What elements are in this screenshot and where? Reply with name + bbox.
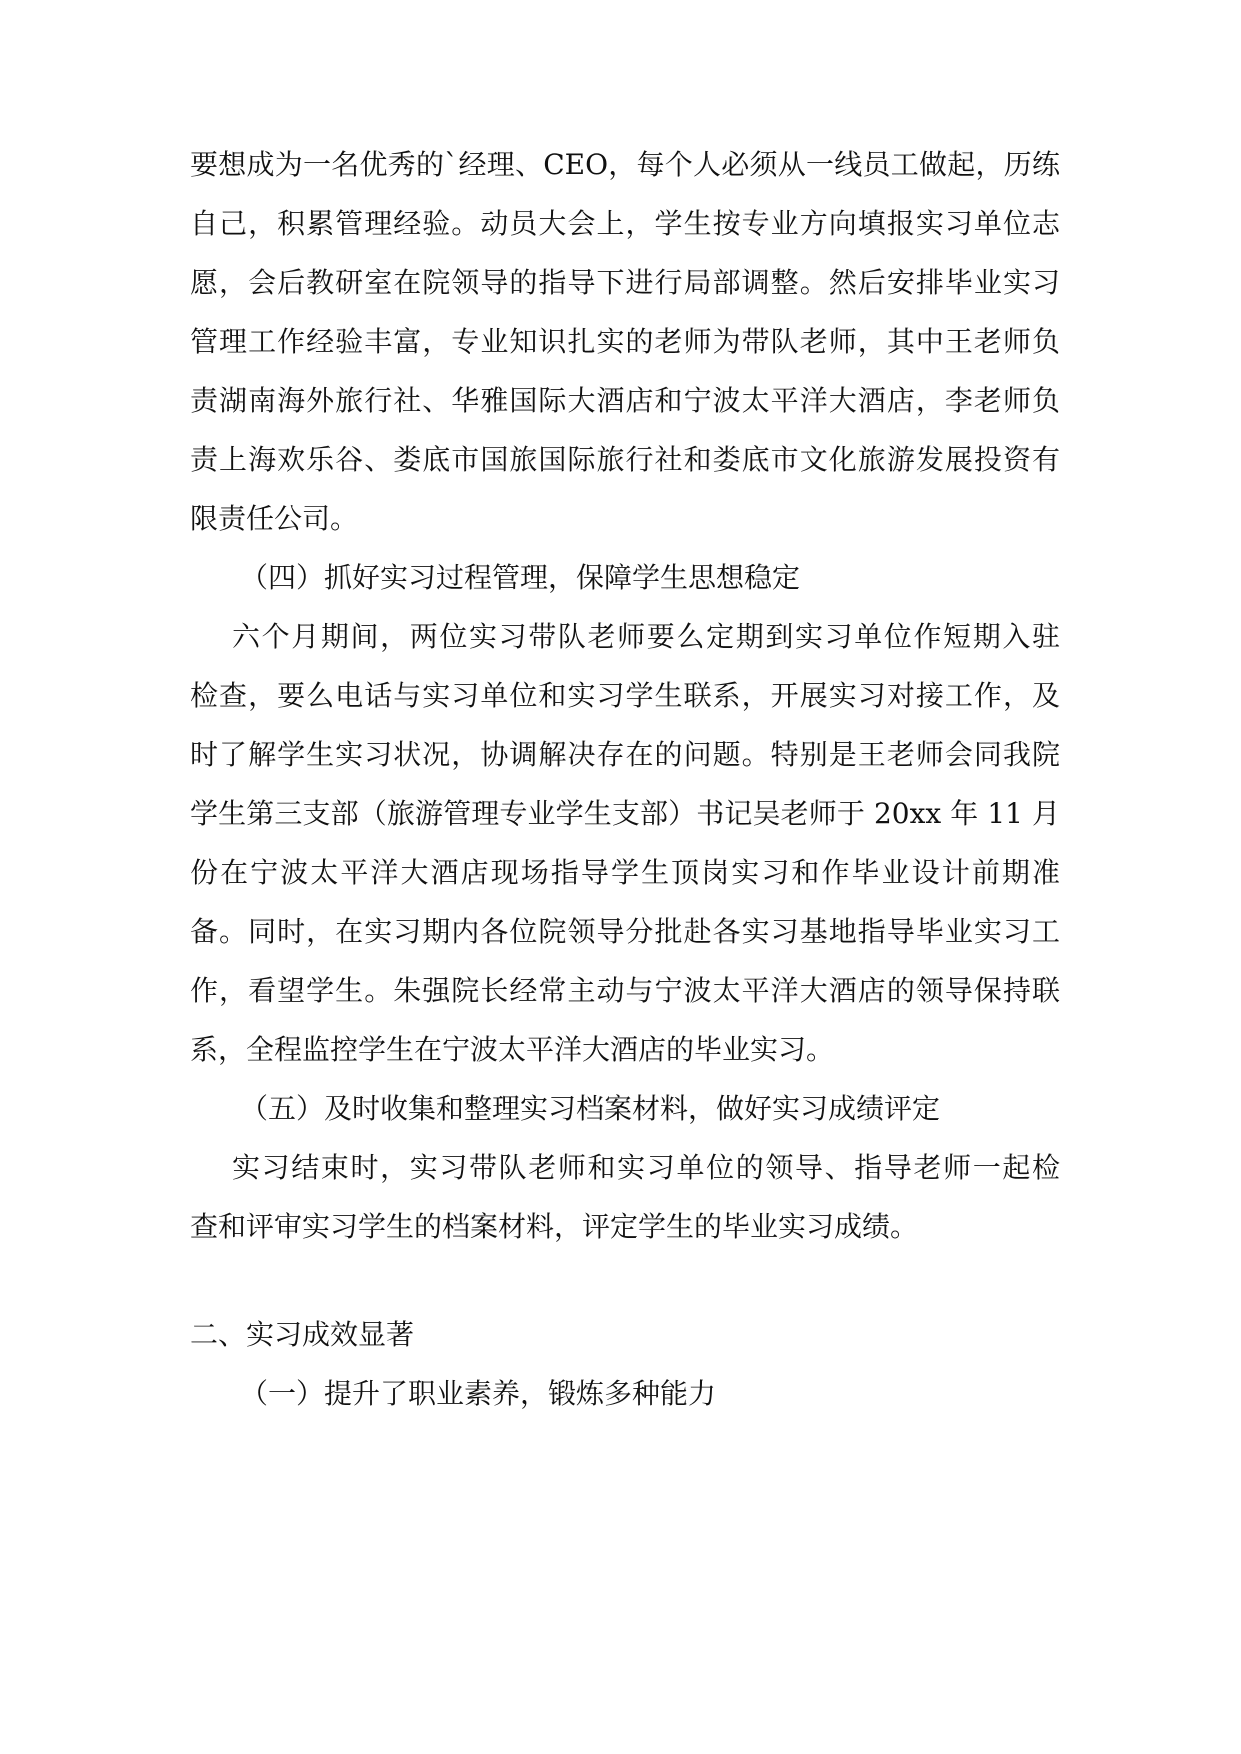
paragraph-line: 时了解学生实习状况，协调解决存在的问题。特别是王老师会同我院 (190, 738, 1060, 771)
paragraph-line: 限责任公司。 (190, 502, 359, 535)
subsection-heading: （一）提升了职业素养，锻炼多种能力 (240, 1377, 717, 1410)
paragraph-line: 实习结束时，实习带队老师和实习单位的领导、指导老师一起检 (232, 1151, 1060, 1184)
paragraph-line: 管理工作经验丰富，专业知识扎实的老师为带队老师，其中王老师负 (190, 325, 1060, 358)
paragraph-line: 责湖南海外旅行社、华雅国际大酒店和宁波太平洋大酒店，李老师负 (190, 384, 1060, 417)
subsection-heading: （四）抓好实习过程管理，保障学生思想稳定 (240, 561, 801, 594)
paragraph-line: 作，看望学生。朱强院长经常主动与宁波太平洋大酒店的领导保持联 (190, 974, 1060, 1007)
subsection-heading: （五）及时收集和整理实习档案材料，做好实习成绩评定 (240, 1092, 941, 1125)
paragraph-line: 查和评审实习学生的档案材料，评定学生的毕业实习成绩。 (190, 1210, 919, 1243)
paragraph-line: 备。同时，在实习期内各位院领导分批赴各实习基地指导毕业实习工 (190, 915, 1060, 948)
paragraph-line: 六个月期间，两位实习带队老师要么定期到实习单位作短期入驻 (232, 620, 1060, 653)
paragraph-line: 自己，积累管理经验。动员大会上，学生按专业方向填报实习单位志 (190, 207, 1060, 240)
paragraph-line: 检查，要么电话与实习单位和实习学生联系，开展实习对接工作，及 (190, 679, 1060, 712)
paragraph-line: 愿，会后教研室在院领导的指导下进行局部调整。然后安排毕业实习 (190, 266, 1060, 299)
paragraph-line: 系，全程监控学生在宁波太平洋大酒店的毕业实习。 (190, 1033, 835, 1066)
paragraph-line: 份在宁波太平洋大酒店现场指导学生顶岗实习和作毕业设计前期准 (190, 856, 1060, 889)
section-title: 二、实习成效显著 (190, 1318, 415, 1351)
paragraph-line: 责上海欢乐谷、娄底市国旅国际旅行社和娄底市文化旅游发展投资有 (190, 443, 1060, 476)
paragraph-line: 要想成为一名优秀的`经理、CEO，每个人必须从一线员工做起，历练 (190, 148, 1060, 181)
paragraph-line: 学生第三支部（旅游管理专业学生支部）书记吴老师于 20xx 年 11 月 (190, 797, 1060, 830)
